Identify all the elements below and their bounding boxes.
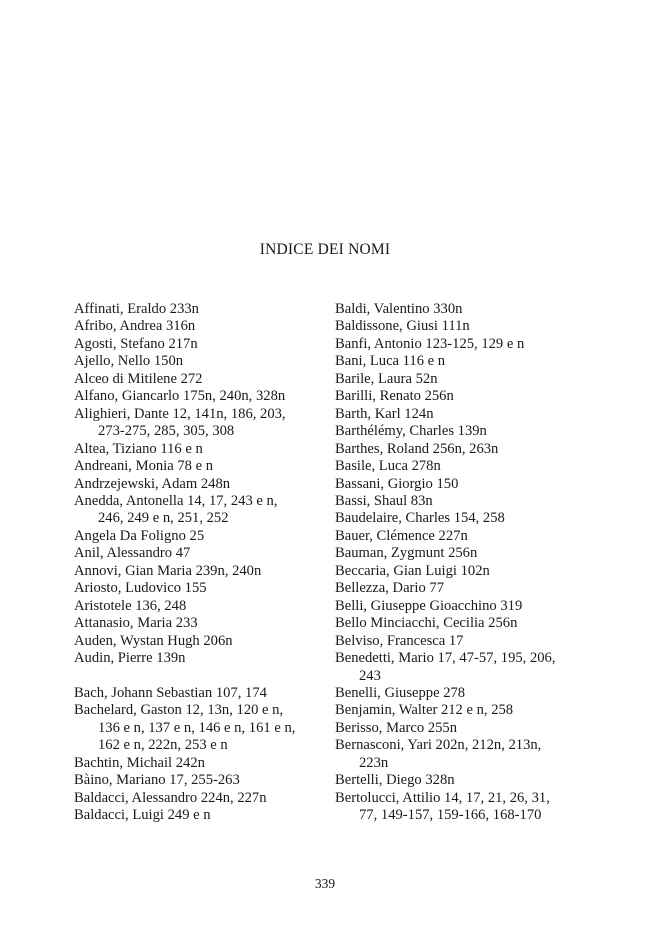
index-entry: Ajello, Nello 150n — [74, 353, 184, 370]
index-entry: Audin, Pierre 139n — [74, 650, 186, 667]
index-entry: Benjamin, Walter 212 e n, 258 — [335, 702, 514, 719]
index-entry: Aristotele 136, 248 — [74, 597, 187, 614]
index-entry: Ariosto, Ludovico 155 — [74, 580, 207, 597]
index-entry: Barthélémy, Charles 139n — [335, 423, 487, 440]
index-entry: Altea, Tiziano 116 e n — [74, 440, 203, 457]
index-entry: Benelli, Giuseppe 278 — [335, 684, 466, 701]
index-entry: Auden, Wystan Hugh 206n — [74, 632, 233, 649]
index-entry: Alfano, Giancarlo 175n, 240n, 328n — [74, 388, 286, 405]
index-entry: Baldi, Valentino 330n — [335, 301, 463, 317]
index-entry: Bàino, Mariano 17, 255-263 — [74, 772, 240, 789]
index-entry: Bernasconi, Yari 202n, 212n, 213n, — [335, 737, 542, 754]
index-entry: Attanasio, Maria 233 — [74, 615, 198, 632]
index-entry-continuation: 136 e n, 137 e n, 146 e n, 161 e n, — [98, 719, 296, 736]
index-entry-continuation: 243 — [359, 667, 381, 684]
index-entry: Basile, Luca 278n — [335, 458, 441, 475]
index-column-left — [74, 301, 324, 825]
index-entry: Belli, Giuseppe Gioacchino 319 — [335, 597, 523, 614]
page-title: INDICE DEI NOMI — [259, 241, 391, 258]
index-entry: Bachtin, Michail 242n — [74, 754, 205, 771]
index-entry: Angela Da Foligno 25 — [74, 527, 205, 544]
index-entry: Andreani, Monia 78 e n — [74, 458, 214, 475]
page-number: 339 — [314, 876, 336, 891]
index-entry: Baudelaire, Charles 154, 258 — [335, 510, 505, 527]
index-entry: Barth, Karl 124n — [335, 405, 434, 422]
index-entry: Bello Minciacchi, Cecilia 256n — [335, 615, 518, 632]
index-entry: Benedetti, Mario 17, 47-57, 195, 206, — [335, 650, 556, 667]
index-entry-continuation: 223n — [359, 754, 389, 771]
index-entry-continuation: 77, 149-157, 159-166, 168-170 — [359, 807, 542, 824]
index-entry-continuation: 246, 249 e n, 251, 252 — [98, 510, 229, 527]
index-entry: Affinati, Eraldo 233n — [74, 301, 199, 317]
index-entry: Bach, Johann Sebastian 107, 174 — [74, 684, 267, 701]
index-entry: Alceo di Mitilene 272 — [74, 370, 203, 387]
index-entry: Beccaria, Gian Luigi 102n — [335, 562, 490, 579]
index-entry: Bellezza, Dario 77 — [335, 580, 444, 597]
index-entry: Baldacci, Luigi 249 e n — [74, 807, 211, 824]
index-entry: Banfi, Antonio 123-125, 129 e n — [335, 335, 525, 352]
index-entry: Baldissone, Giusi 111n — [335, 318, 470, 335]
index-letter-gap — [74, 668, 324, 685]
index-entry: Andrzejewski, Adam 248n — [74, 475, 231, 492]
index-entry: Bertelli, Diego 328n — [335, 772, 455, 789]
index-entry: Barthes, Roland 256n, 263n — [335, 440, 499, 457]
index-entry: Alighieri, Dante 12, 141n, 186, 203, — [74, 405, 286, 422]
index-entry: Bertolucci, Attilio 14, 17, 21, 26, 31, — [335, 789, 550, 806]
index-entry: Berisso, Marco 255n — [335, 719, 458, 736]
index-entry: Anil, Alessandro 47 — [74, 545, 191, 562]
index-entry-continuation: 273-275, 285, 305, 308 — [98, 423, 235, 440]
index-entry: Bani, Luca 116 e n — [335, 353, 446, 370]
index-entry: Anedda, Antonella 14, 17, 243 e n, — [74, 492, 278, 509]
index-entry: Baldacci, Alessandro 224n, 227n — [74, 789, 267, 806]
index-entry-continuation: 162 e n, 222n, 253 e n — [98, 737, 228, 754]
index-entry: Afribo, Andrea 316n — [74, 318, 196, 335]
index-entry: Bauer, Clémence 227n — [335, 527, 468, 544]
index-entry: Bauman, Zygmunt 256n — [335, 545, 478, 562]
index-entry: Barile, Laura 52n — [335, 370, 438, 387]
index-entry: Bassi, Shaul 83n — [335, 492, 433, 509]
index-entry: Agosti, Stefano 217n — [74, 335, 198, 352]
index-column-right — [335, 301, 585, 825]
index-entry: Barilli, Renato 256n — [335, 388, 454, 405]
index-entry: Belviso, Francesca 17 — [335, 632, 464, 649]
index-entry: Bachelard, Gaston 12, 13n, 120 e n, — [74, 702, 284, 719]
index-entry: Annovi, Gian Maria 239n, 240n — [74, 562, 262, 579]
index-entry: Bassani, Giorgio 150 — [335, 475, 459, 492]
